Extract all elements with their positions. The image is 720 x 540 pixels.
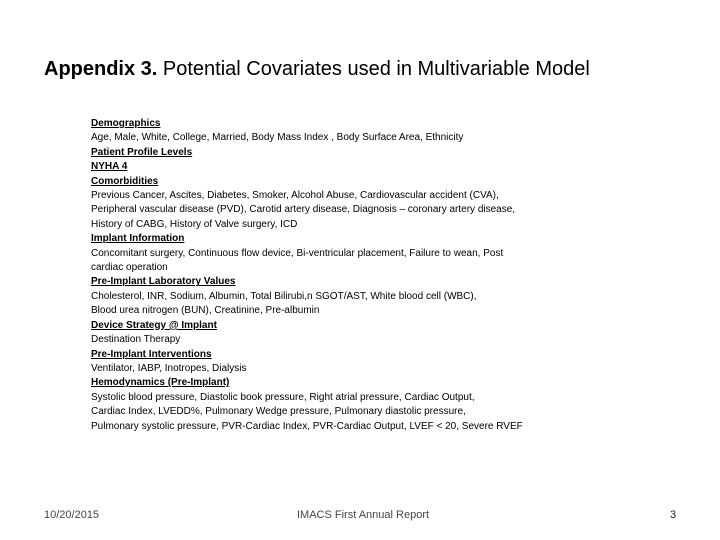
covariate-list: [91, 117, 561, 434]
section-text-line: History of CABG, History of Valve surgery, ICD: [91, 218, 298, 230]
slide-title: [44, 56, 704, 82]
section-heading: Patient Profile Levels: [91, 146, 193, 158]
section-text-line: Previous Cancer, Ascites, Diabetes, Smoker, Alcohol Abuse, Cardiovascular accident (CVA),: [91, 190, 499, 202]
section-heading: Pre-Implant Laboratory Values: [91, 276, 236, 288]
section-heading: Pre-Implant Interventions: [91, 348, 212, 360]
title-label: Appendix 3.: [44, 58, 158, 80]
section-heading: NYHA 4: [91, 161, 128, 173]
footer-report-name: IMACS First Annual Report: [297, 509, 430, 521]
page-number: 3: [670, 509, 677, 521]
section-text-line: Age, Male, White, College, Married, Body Mass Index , Body Surface Area, Ethnicity: [91, 132, 464, 144]
section-text-line: Peripheral vascular disease (PVD), Carotid artery disease, Diagnosis – coronary artery disease,: [91, 204, 516, 216]
section-text-line: Ventilator, IABP, Inotropes, Dialysis: [91, 362, 247, 374]
section-text-line: cardiac operation: [91, 262, 168, 274]
footer-date: 10/20/2015: [44, 509, 100, 521]
section-heading: Demographics: [91, 118, 161, 129]
section-text-line: Pulmonary systolic pressure, PVR-Cardiac Index, PVR-Cardiac Output, LVEF < 20, Severe RVEF: [91, 420, 523, 432]
section-heading: Hemodynamics (Pre-Implant): [91, 377, 230, 389]
section-heading: Device Strategy @ Implant: [91, 319, 217, 331]
section-text-line: Cardiac Index, LVEDD%, Pulmonary Wedge pressure, Pulmonary diastolic pressure,: [91, 406, 466, 418]
section-text-line: Blood urea nitrogen (BUN), Creatinine, Pre-albumin: [91, 305, 320, 317]
section-heading: Comorbidities: [91, 175, 159, 187]
section-text-line: Cholesterol, INR, Sodium, Albumin, Total Bilirubi,n SGOT/AST, White blood cell (WBC),: [91, 290, 477, 302]
section-heading: Implant Information: [91, 233, 185, 245]
section-text-line: Concomitant surgery, Continuous flow device, Bi-ventricular placement, Failure to wean, Post: [91, 247, 504, 259]
title-text: Potential Covariates used in Multivariable Model: [157, 58, 590, 80]
section-text-line: Systolic blood pressure, Diastolic book pressure, Right atrial pressure, Cardiac Output,: [91, 391, 475, 403]
section-text-line: Destination Therapy: [91, 334, 181, 346]
